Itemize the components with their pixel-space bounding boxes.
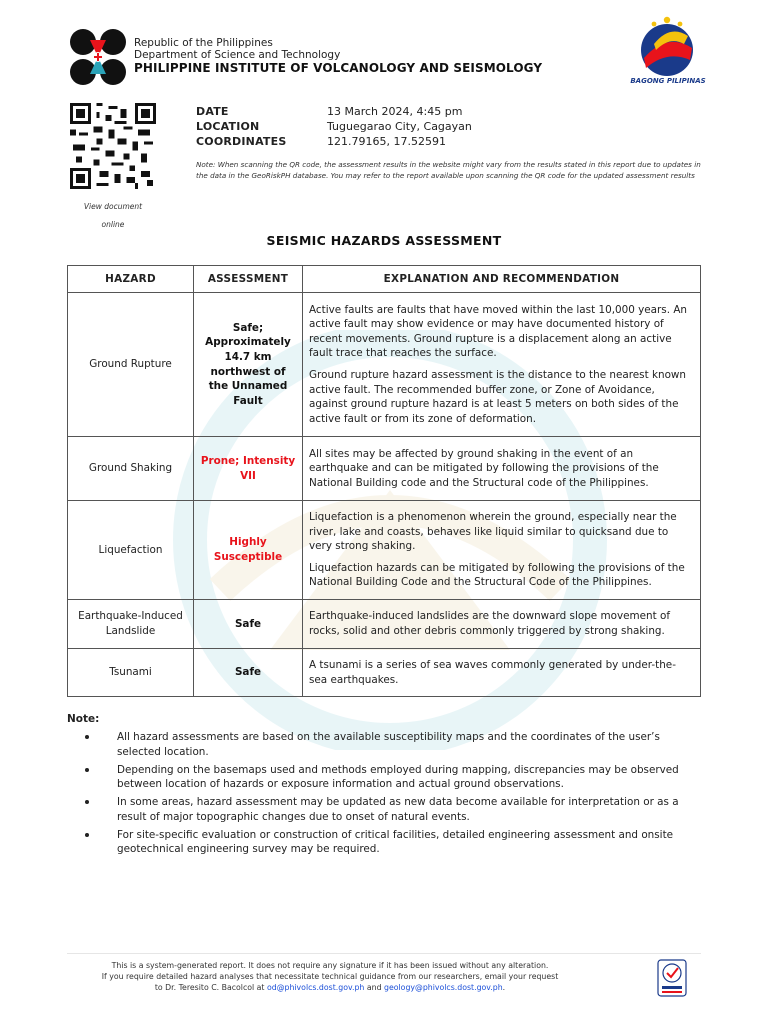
header-line-phivolcs: PHILIPPINE INSTITUTE OF VOLCANOLOGY AND SEISMOLOGY [134, 61, 543, 75]
bullet-icon [85, 800, 89, 804]
footer-divider [67, 953, 701, 954]
header-line-dost: Department of Science and Technology [134, 49, 341, 61]
list-item [83, 730, 683, 759]
location-label: LOCATION [196, 120, 260, 133]
email-link-geology[interactable]: geology@phivolcs.dost.gov.ph [384, 983, 503, 992]
explanation-cell [303, 501, 701, 600]
hazard-cell: Ground Shaking [68, 437, 194, 501]
notes-list [83, 730, 683, 860]
certification-seal-icon [657, 959, 687, 997]
assessment-cell: Safe; Approximately 14.7 km northwest of the Unnamed Fault [194, 293, 303, 437]
qr-code-icon[interactable] [68, 103, 158, 189]
assessment-cell: Safe [194, 600, 303, 649]
note-text: In some areas, hazard assessment may be updated as new data become available for interpretation or as a result of major topographic changes due to onset of natural events. [117, 796, 679, 823]
note-text: Depending on the basemaps used and methods employed during mapping, discrepancies may be observed between location of hazards or exposure information and actual ground observations. [117, 763, 679, 790]
info-row-date [196, 104, 472, 119]
list-item [83, 795, 683, 824]
footer-line3-suffix: . [502, 983, 506, 992]
table-row [68, 600, 701, 649]
table-row [68, 501, 701, 600]
explanation-cell [303, 293, 701, 437]
hazard-table [67, 265, 701, 697]
note-text: All hazard assessments are based on the available susceptibility maps and the coordinates of the user’s selected location. [117, 731, 660, 758]
table-header-row [68, 266, 701, 293]
bullet-icon [85, 768, 89, 772]
bagong-pilipinas-logo-icon [632, 14, 702, 78]
hazard-cell: Earthquake-Induced Landslide [68, 600, 194, 649]
hazard-cell: Ground Rupture [68, 293, 194, 437]
assessment-cell: Safe [194, 649, 303, 697]
phivolcs-logo-icon [68, 28, 128, 86]
explanation-paragraph: Ground rupture hazard assessment is the distance to the nearest known active fault. The recommended buffer zone, or Zone of Avoidance, against ground rupture hazard is at least 5 meters on both sides of the active fault or from its zone of deformation. [309, 369, 687, 425]
explanation-cell [303, 437, 701, 501]
qr-caption [68, 198, 158, 234]
qr-caption-line2: online [101, 220, 125, 229]
list-item [83, 828, 683, 857]
bullet-icon [85, 833, 89, 837]
hazard-cell: Liquefaction [68, 501, 194, 600]
bullet-icon [85, 735, 89, 739]
notes-title: Note: [67, 713, 100, 725]
hazard-cell: Tsunami [68, 649, 194, 697]
header-assessment: ASSESSMENT [194, 266, 303, 293]
qr-caption-line1: View document [83, 202, 143, 211]
footer-line3 [60, 982, 600, 993]
explanation-paragraph: Liquefaction hazards can be mitigated by following the provisions of the National Building Code and the Structural Code of the Philippines. [309, 561, 685, 589]
explanation-paragraph: Liquefaction is a phenomenon wherein the ground, especially near the river, lake and coasts, behaves like liquid similar to quicksand due to very strong shaking. [309, 511, 677, 553]
footer-line1: This is a system-generated report. It does not require any signature if it has been issued without any alteration. [111, 961, 549, 970]
info-row-location [196, 119, 472, 134]
explanation-paragraph: A tsunami is a series of sea waves commonly generated by under-the-sea earthquakes. [309, 658, 676, 686]
assessment-cell: Prone; Intensity VII [194, 437, 303, 501]
footer-line2: If you require detailed hazard analyses that necessitate technical guidance from our researchers, email your request [101, 972, 559, 981]
footer [60, 960, 600, 993]
email-link-od[interactable]: od@phivolcs.dost.gov.ph [266, 983, 365, 992]
coordinates-value: 121.79165, 17.52591 [327, 135, 446, 148]
info-row-coordinates [196, 134, 472, 149]
assessment-cell: Highly Susceptible [194, 501, 303, 600]
agency-header [134, 37, 542, 74]
list-item [83, 763, 683, 792]
table-row [68, 437, 701, 501]
date-value: 13 March 2024, 4:45 pm [327, 105, 463, 118]
header-hazard: HAZARD [68, 266, 194, 293]
table-row [68, 649, 701, 697]
explanation-paragraph: Earthquake-induced landslides are the downward slope movement of rocks, solid and other debris commonly triggered by strong shaking. [309, 610, 670, 637]
explanation-paragraph: Active faults are faults that have moved within the last 10,000 years. An active fault may show evidence or may have documented history of recent movements. Ground rupture is a displacement along an active fault trace that reaches the surface. [309, 303, 688, 360]
note-text: For site-specific evaluation or construction of critical facilities, detailed engineering assessment and onsite geotechnical engineering survey may be required. [117, 828, 674, 855]
table-row [68, 293, 701, 437]
location-value: Tuguegarao City, Cagayan [327, 120, 472, 133]
coordinates-label: COORDINATES [196, 135, 287, 148]
header-explanation: EXPLANATION AND RECOMMENDATION [303, 266, 701, 293]
explanation-paragraph: All sites may be affected by ground shaking in the event of an earthquake and can be mitigated by following the provisions of the National Building code and the Structural code of the Philippines. [309, 447, 659, 489]
report-title: SEISMIC HAZARDS ASSESSMENT [266, 233, 502, 248]
footer-line3-prefix: to Dr. Teresito C. Bacolcol at [154, 983, 265, 992]
footer-line3-and: and [366, 983, 382, 992]
bagong-pilipinas-label: BAGONG PILIPINAS [630, 77, 706, 85]
date-label: DATE [196, 105, 229, 118]
header-line-republic: Republic of the Philippines [134, 37, 273, 49]
qr-note: Note: When scanning the QR code, the assessment results in the website might vary from the results stated in this report due to updates in the data in the GeoRiskPH database. You may refer to the report available upon scanning the QR code for the updated assessment results [196, 160, 701, 180]
explanation-cell [303, 649, 701, 697]
explanation-cell [303, 600, 701, 649]
report-info [196, 104, 472, 149]
